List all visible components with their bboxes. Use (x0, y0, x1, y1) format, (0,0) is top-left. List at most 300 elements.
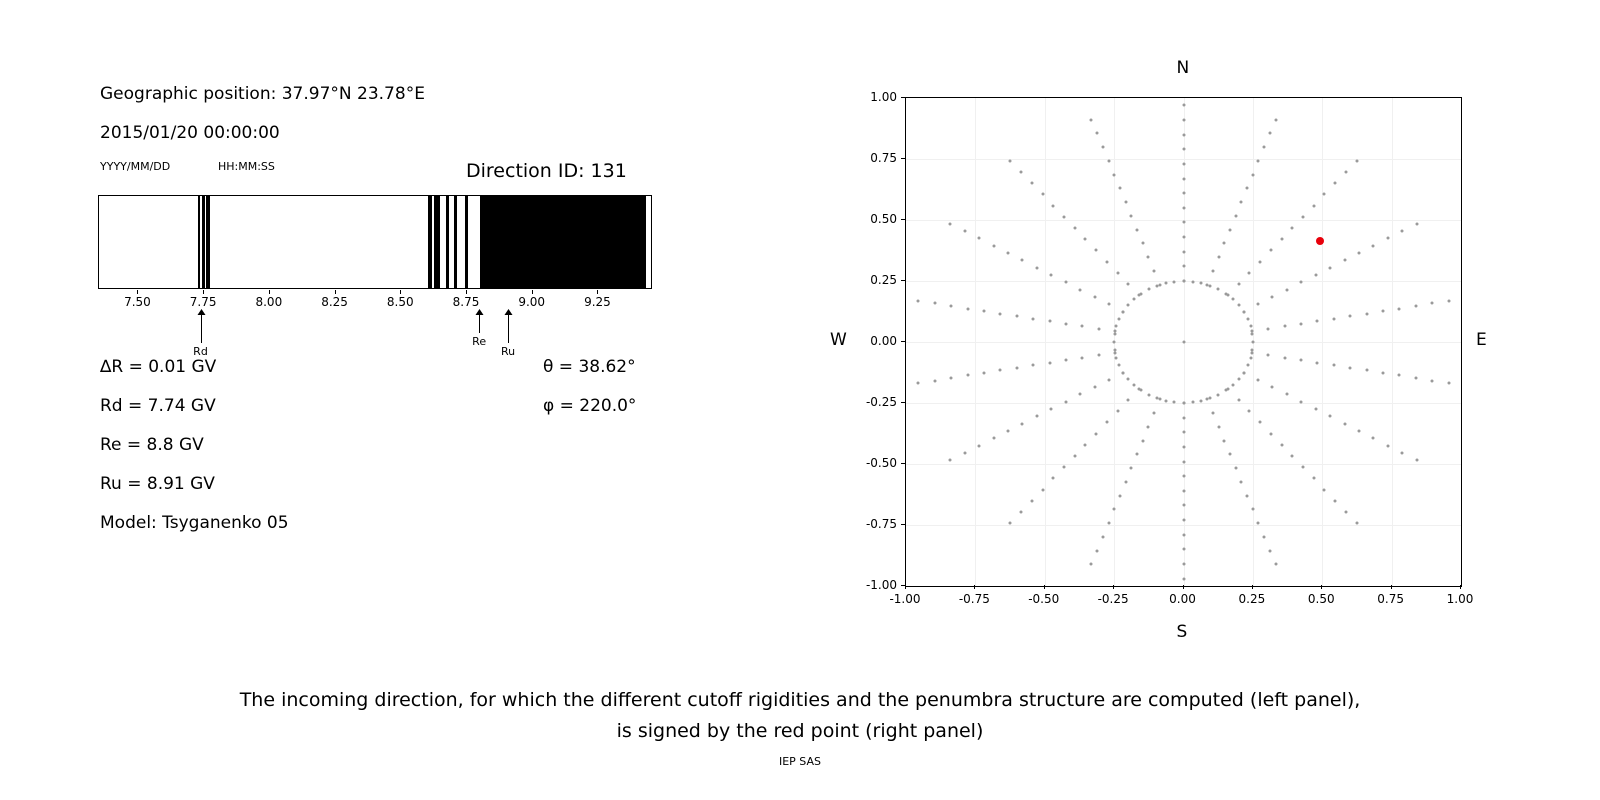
direction-dot (1108, 303, 1111, 306)
direction-dot (1251, 333, 1254, 336)
direction-dot (1101, 146, 1104, 149)
direction-dot-zenith (1182, 341, 1185, 344)
direction-dot (978, 444, 981, 447)
direction-dot (1256, 303, 1259, 306)
direction-dot (1158, 398, 1161, 401)
direction-dot (1118, 494, 1121, 497)
direction-dot (1191, 401, 1194, 404)
gridline (906, 525, 1461, 526)
direction-dot (1135, 228, 1138, 231)
gridline (906, 159, 1461, 160)
direction-dot (1314, 273, 1317, 276)
direction-dot (1021, 259, 1024, 262)
direction-dot (1285, 288, 1288, 291)
direction-dot (1182, 533, 1185, 536)
direction-dot (1097, 327, 1100, 330)
direction-dot (1251, 508, 1254, 511)
direction-dot (1115, 325, 1118, 328)
direction-dot (1271, 295, 1274, 298)
direction-dot (1217, 288, 1220, 291)
direction-dot (1141, 439, 1144, 442)
direction-dot (1116, 271, 1119, 274)
direction-dot (1153, 412, 1156, 415)
direction-dot (1280, 443, 1283, 446)
direction-dot (1073, 226, 1076, 229)
direction-dot (1343, 422, 1346, 425)
penumbra-x-axis (98, 290, 652, 358)
x-tick-mark (269, 290, 270, 294)
y-tick-mark (901, 219, 905, 220)
compass-west-label: W (830, 330, 847, 350)
direction-dot (1256, 378, 1259, 381)
direction-dot (1096, 132, 1099, 135)
direction-dot (1263, 146, 1266, 149)
direction-dot (1217, 393, 1220, 396)
direction-dot (1105, 421, 1108, 424)
direction-dot (1257, 159, 1260, 162)
direction-dot (1349, 315, 1352, 318)
direction-dot (1234, 214, 1237, 217)
direction-dot (933, 379, 936, 382)
x-tick-mark (1044, 585, 1045, 589)
direction-dot (1009, 522, 1012, 525)
cutoff-marker-arrowhead (197, 309, 205, 315)
penumbra-band (446, 196, 449, 288)
cutoff-marker-label: Ru (500, 345, 516, 358)
direction-dot (1268, 549, 1271, 552)
direction-dot (1050, 408, 1053, 411)
x-tick-label: 0.50 (1307, 592, 1335, 606)
direction-dot (1064, 281, 1067, 284)
direction-dot (999, 369, 1002, 372)
direction-dot (949, 222, 952, 225)
direction-dot (1118, 187, 1121, 190)
direction-dot (1237, 283, 1240, 286)
direction-dot (1291, 455, 1294, 458)
direction-dot (1386, 444, 1389, 447)
direction-dot (1414, 304, 1417, 307)
stat-line: Model: Tsyganenko 05 (100, 513, 289, 533)
direction-dot (1200, 282, 1203, 285)
direction-dot (1048, 320, 1051, 323)
direction-dot (1020, 511, 1023, 514)
direction-dot (1158, 283, 1161, 286)
direction-dot (1372, 244, 1375, 247)
direction-dot (1035, 415, 1038, 418)
direction-dot (1344, 170, 1347, 173)
direction-dot (1113, 333, 1116, 336)
direction-dot (1032, 317, 1035, 320)
direction-dot (1182, 519, 1185, 522)
direction-dot (1237, 303, 1240, 306)
penumbra-band (198, 196, 201, 288)
direction-dot (1182, 177, 1185, 180)
x-tick-mark (1321, 585, 1322, 589)
direction-dot (1398, 307, 1401, 310)
y-tick-label: 1.00 (870, 90, 897, 104)
direction-dot (1381, 310, 1384, 313)
y-tick-label: -0.25 (865, 395, 897, 409)
direction-dot (1182, 192, 1185, 195)
direction-dot (1081, 325, 1084, 328)
direction-dot (1323, 488, 1326, 491)
direction-dot (1357, 430, 1360, 433)
direction-dot (1130, 214, 1133, 217)
direction-dot (1096, 549, 1099, 552)
direction-dot (1182, 162, 1185, 165)
direction-dot (1217, 425, 1220, 428)
x-tick-mark (974, 585, 975, 589)
direction-dot (1101, 535, 1104, 538)
direction-dot (1300, 359, 1303, 362)
direction-dot (1182, 104, 1185, 107)
direction-dot (1246, 494, 1249, 497)
penumbra-band (465, 196, 468, 288)
direction-dot (1090, 118, 1093, 121)
y-tick-mark (901, 97, 905, 98)
x-tick-label: -0.75 (958, 592, 990, 606)
direction-dot (1127, 303, 1130, 306)
y-tick-mark (901, 585, 905, 586)
x-tick-mark (905, 585, 906, 589)
direction-dot (1246, 317, 1249, 320)
direction-dot (1242, 310, 1245, 313)
direction-dot (1182, 402, 1185, 405)
direction-dot (1182, 475, 1185, 478)
x-tick-mark (335, 290, 336, 294)
x-tick-label: 1.00 (1446, 592, 1474, 606)
direction-dot (1401, 452, 1404, 455)
direction-dot (1447, 382, 1450, 385)
direction-dot (1108, 378, 1111, 381)
direction-dot (1079, 393, 1082, 396)
direction-dot (1182, 460, 1185, 463)
direction-dot (1248, 271, 1251, 274)
direction-dot (966, 374, 969, 377)
direction-dot (1182, 133, 1185, 136)
x-tick-label: -0.50 (1028, 592, 1060, 606)
direction-dot (992, 244, 995, 247)
direction-dot (1240, 480, 1243, 483)
penumbra-band (480, 196, 646, 288)
stat-line: φ = 220.0° (543, 396, 637, 416)
direction-dot (1191, 280, 1194, 283)
direction-dot (1302, 215, 1305, 218)
direction-dot (1062, 466, 1065, 469)
direction-dot (950, 304, 953, 307)
direction-dot (1246, 364, 1249, 367)
direction-dot (1323, 193, 1326, 196)
direction-dot (1312, 204, 1315, 207)
direction-dot (1084, 443, 1087, 446)
direction-dot (1365, 312, 1368, 315)
sky-direction-map (905, 97, 1462, 587)
direction-dot (1224, 292, 1227, 295)
direction-dot (1316, 320, 1319, 323)
direction-dot (1209, 284, 1212, 287)
direction-dot (1114, 351, 1117, 354)
direction-dot (1182, 206, 1185, 209)
direction-dot (1141, 242, 1144, 245)
direction-dot (966, 307, 969, 310)
y-tick-label: -0.75 (865, 517, 897, 531)
cutoff-marker-arrowhead (476, 309, 484, 315)
direction-dot (1113, 341, 1116, 344)
direction-dot (1182, 236, 1185, 239)
direction-dot (1127, 378, 1130, 381)
direction-dot (1357, 251, 1360, 254)
direction-dot (1267, 327, 1270, 330)
stat-line: Ru = 8.91 GV (100, 474, 215, 494)
direction-dot (1285, 393, 1288, 396)
figure-caption (0, 685, 1600, 748)
direction-dot (1386, 237, 1389, 240)
direction-dot (1229, 453, 1232, 456)
direction-dot (1064, 400, 1067, 403)
direction-dot (1130, 467, 1133, 470)
direction-dot (1155, 284, 1158, 287)
cutoff-marker-line (479, 315, 480, 333)
direction-dot (1249, 356, 1252, 359)
compass-south-label: S (1176, 622, 1188, 642)
direction-dot (1124, 201, 1127, 204)
x-tick-label: 8.00 (255, 295, 283, 309)
direction-dot (1062, 215, 1065, 218)
x-tick-mark (203, 290, 204, 294)
direction-dot (1259, 421, 1262, 424)
direction-dot (1064, 359, 1067, 362)
direction-dot (1021, 422, 1024, 425)
direction-dot (1113, 173, 1116, 176)
direction-dot (1135, 453, 1138, 456)
cutoff-marker-label: Re (472, 335, 487, 348)
compass-north-label: N (1176, 58, 1190, 78)
x-tick-mark (1183, 585, 1184, 589)
direction-dot (1030, 182, 1033, 185)
direction-dot (1182, 548, 1185, 551)
x-tick-label: 9.25 (584, 295, 611, 309)
direction-dot (1133, 384, 1136, 387)
penumbra-band (206, 196, 210, 288)
direction-dot (1009, 159, 1012, 162)
stat-line: θ = 38.62° (543, 357, 636, 377)
direction-dot (1349, 366, 1352, 369)
cutoff-marker-line (201, 315, 202, 343)
direction-dot (1052, 477, 1055, 480)
direction-dot (1259, 260, 1262, 263)
cutoff-marker-arrowhead (505, 309, 513, 315)
direction-dot (1118, 317, 1121, 320)
direction-dot (1107, 159, 1110, 162)
direction-dot (1090, 563, 1093, 566)
direction-dot (1274, 118, 1277, 121)
direction-dot (1052, 204, 1055, 207)
direction-dot (1251, 348, 1254, 351)
direction-dot (1182, 148, 1185, 151)
direction-dot (1182, 118, 1185, 121)
direction-dot (1095, 432, 1098, 435)
direction-dot (1343, 259, 1346, 262)
direction-dot (999, 312, 1002, 315)
direction-dot (1182, 445, 1185, 448)
direction-dot (1050, 273, 1053, 276)
x-tick-label: 8.25 (321, 295, 348, 309)
direction-dot (950, 377, 953, 380)
direction-dot (1312, 477, 1315, 480)
direction-dot (1316, 361, 1319, 364)
cutoff-marker-line (508, 315, 509, 343)
cutoff-marker-label: Rd (193, 345, 208, 358)
direction-dot (1095, 249, 1098, 252)
direction-dot (1182, 504, 1185, 507)
direction-dot (1332, 317, 1335, 320)
direction-dot (1041, 193, 1044, 196)
direction-dot (1164, 399, 1167, 402)
direction-dot (1237, 378, 1240, 381)
direction-dot (1223, 242, 1226, 245)
direction-dot (1401, 229, 1404, 232)
direction-dot (1093, 386, 1096, 389)
direction-dot (992, 437, 995, 440)
direction-dot (1355, 159, 1358, 162)
y-tick-label: 0.00 (870, 334, 897, 348)
direction-dot (1242, 371, 1245, 374)
direction-dot (917, 382, 920, 385)
direction-dot (1147, 425, 1150, 428)
direction-dot (1237, 398, 1240, 401)
direction-dot (1015, 315, 1018, 318)
direction-dot (1334, 499, 1337, 502)
direction-dot (1093, 295, 1096, 298)
direction-dot (1257, 522, 1260, 525)
direction-dot (933, 302, 936, 305)
direction-dot (1032, 364, 1035, 367)
direction-dot (1182, 221, 1185, 224)
x-tick-mark (1113, 585, 1114, 589)
direction-dot (1041, 488, 1044, 491)
direction-dot (1209, 397, 1212, 400)
direction-dot (1414, 377, 1417, 380)
penumbra-band (428, 196, 432, 288)
direction-dot (1113, 508, 1116, 511)
x-tick-label: 0.75 (1377, 592, 1404, 606)
x-tick-mark (597, 290, 598, 294)
footer-credit: IEP SAS (778, 755, 822, 768)
x-tick-mark (466, 290, 467, 294)
direction-dot (1248, 410, 1251, 413)
direction-id-label: Direction ID: 131 (466, 160, 627, 182)
caption-line-2: is signed by the red point (right panel) (616, 720, 984, 743)
compass-east-label: E (1476, 330, 1487, 350)
direction-dot (1300, 400, 1303, 403)
penumbra-band (434, 196, 440, 288)
direction-dot (1251, 173, 1254, 176)
selected-direction-marker[interactable] (1316, 237, 1324, 245)
right-panel (800, 0, 1600, 660)
direction-dot (1224, 389, 1227, 392)
direction-dot (1182, 250, 1185, 253)
caption-line-1: The incoming direction, for which the different cutoff rigidities and the penumbra structure are computed (left panel), (239, 689, 1361, 711)
y-tick-label: 0.50 (870, 212, 897, 226)
direction-dot (1249, 325, 1252, 328)
direction-dot (1283, 356, 1286, 359)
direction-dot (1118, 364, 1121, 367)
x-tick-mark (137, 290, 138, 294)
direction-dot (1240, 201, 1243, 204)
direction-dot (1147, 288, 1150, 291)
x-tick-label: -1.00 (889, 592, 921, 606)
direction-dot (1107, 522, 1110, 525)
direction-dot (917, 299, 920, 302)
direction-dot (1127, 398, 1130, 401)
direction-dot (1372, 437, 1375, 440)
y-tick-mark (901, 463, 905, 464)
direction-dot (1073, 455, 1076, 458)
direction-dot (978, 237, 981, 240)
direction-dot (1124, 480, 1127, 483)
direction-dot (1431, 379, 1434, 382)
y-tick-label: -1.00 (865, 578, 897, 592)
x-tick-label: 0.00 (1169, 592, 1196, 606)
direction-dot (1007, 251, 1010, 254)
direction-dot (1030, 499, 1033, 502)
direction-dot (1269, 432, 1272, 435)
direction-dot (1182, 563, 1185, 566)
x-tick-label: 8.75 (452, 295, 480, 309)
direction-dot (1415, 222, 1418, 225)
direction-dot (1217, 256, 1220, 259)
direction-dot (983, 371, 986, 374)
x-tick-label: 9.00 (518, 295, 546, 309)
direction-dot (1229, 228, 1232, 231)
direction-dot (1200, 399, 1203, 402)
direction-dot (1182, 265, 1185, 268)
datetime-text: 2015/01/20 00:00:00 (100, 123, 280, 143)
direction-dot (1334, 182, 1337, 185)
direction-dot (1431, 302, 1434, 305)
direction-dot (1147, 393, 1150, 396)
x-tick-label: 0.25 (1238, 592, 1266, 606)
direction-dot (1355, 522, 1358, 525)
direction-dot (1140, 292, 1143, 295)
direction-dot (1271, 386, 1274, 389)
direction-dot (1153, 269, 1156, 272)
direction-dot (963, 229, 966, 232)
direction-dot (1344, 511, 1347, 514)
direction-dot (1329, 266, 1332, 269)
direction-dot (1122, 310, 1125, 313)
stat-line: Rd = 7.74 GV (100, 396, 216, 416)
direction-dot (1182, 489, 1185, 492)
x-tick-mark (1252, 585, 1253, 589)
direction-dot (1105, 260, 1108, 263)
direction-dot (1155, 397, 1158, 400)
direction-dot (1280, 238, 1283, 241)
x-tick-mark (532, 290, 533, 294)
direction-dot (1381, 371, 1384, 374)
direction-dot (1020, 170, 1023, 173)
direction-dot (1147, 256, 1150, 259)
direction-dot (963, 452, 966, 455)
direction-dot (1015, 366, 1018, 369)
direction-dot (1115, 356, 1118, 359)
direction-dot (1173, 280, 1176, 283)
direction-dot (1300, 281, 1303, 284)
y-tick-label: -0.50 (865, 456, 897, 470)
penumbra-band (202, 196, 205, 288)
direction-dot (1314, 408, 1317, 411)
direction-dot (1267, 354, 1270, 357)
